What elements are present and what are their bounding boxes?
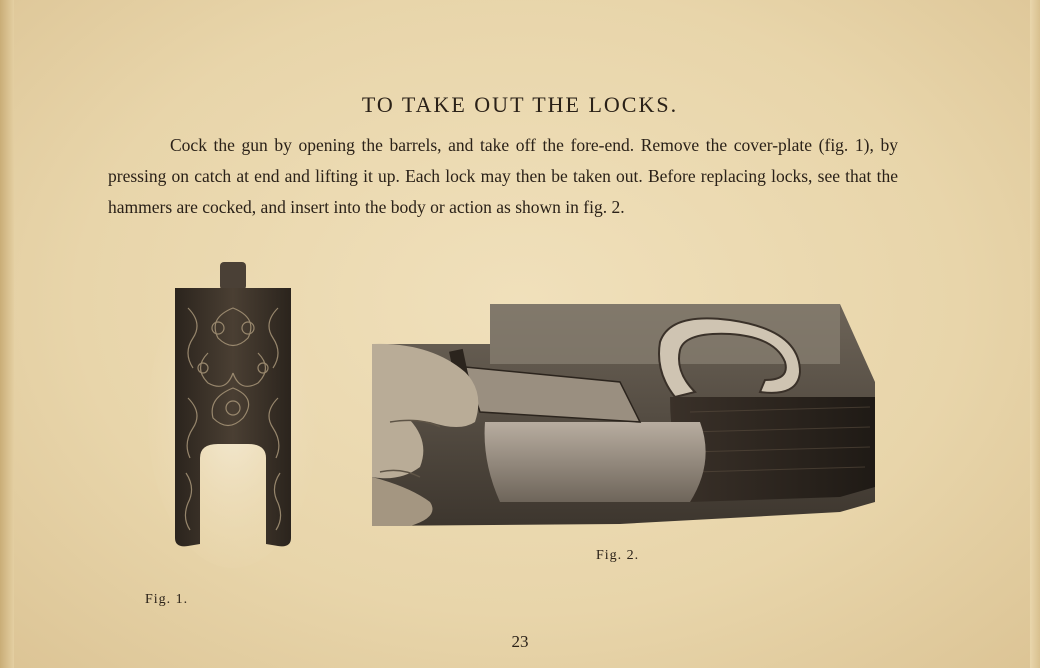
page-number: 23 [511, 632, 529, 651]
figure-1-cover-plate [148, 258, 318, 568]
instruction-paragraph: Cock the gun by opening the barrels, and take off the fore-end. Remove the cover-plate (fig. 1), by pressing on catch at end and lifting it up. Each lock may then be taken out. Before replacing locks, see that the hammers are cocked, and insert into the body or action as shown in fig. 2. [108, 135, 898, 217]
page-title: TO TAKE OUT THE LOCKS. [361, 92, 679, 117]
figure-2-gun-action [370, 302, 878, 528]
gun-action-lock-photo-icon [370, 302, 878, 528]
engraved-cover-plate-icon [148, 258, 318, 568]
figure-1-caption: Fig. 1. [145, 592, 189, 607]
figure-2-caption: Fig. 2. [596, 548, 640, 563]
